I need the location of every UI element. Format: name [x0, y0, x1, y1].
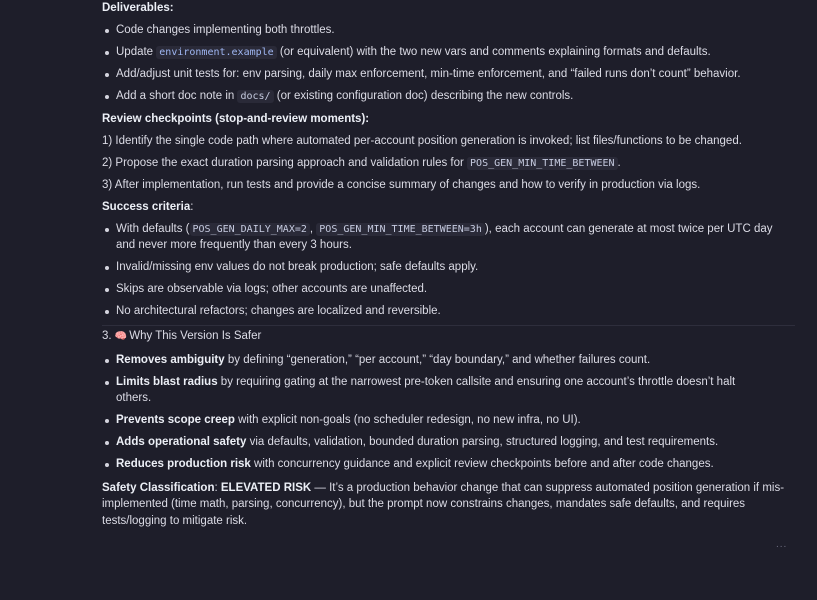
bullet [105, 51, 109, 55]
list-item: Skips are observable via logs; other accounts are unaffected. [116, 283, 428, 295]
list-item-text: Update [116, 46, 157, 58]
inline-code: docs/ [237, 90, 273, 103]
list-item-text: with explicit non-goals (no scheduler redesign, no new infra, no UI). [234, 414, 581, 426]
safety-text: — It’s a production behavior change that can suppress automated position generation if mis- [311, 482, 785, 494]
list-item-text: With defaults ( [116, 223, 190, 235]
success-heading [102, 200, 193, 215]
inline-code: POS_GEN_MIN_TIME_BETWEEN [467, 157, 618, 170]
divider [102, 325, 795, 326]
bullet [105, 381, 109, 385]
safety-text-line: implemented (time math, parsing, concurrency), but the prompt now constrains changes, mandates safe defaults, and requires [102, 498, 746, 510]
list-item-text: with concurrency guidance and explicit review checkpoints before and after code changes. [250, 458, 714, 470]
list-item [116, 222, 772, 237]
safety-level: ELEVATED RISK [220, 482, 312, 494]
list-item: Invalid/missing env values do not break production; safe defaults apply. [116, 261, 479, 273]
list-item [116, 457, 714, 472]
list-item-bold: Prevents scope creep [116, 414, 235, 426]
more-options-icon[interactable]: ... [776, 539, 788, 550]
list-item [116, 375, 735, 390]
section-number: 3. [102, 330, 112, 342]
bullet [105, 95, 109, 99]
list-item: Code changes implementing both throttles. [116, 24, 335, 36]
list-item-text: by requiring gating at the narrowest pre-token callsite and ensuring one account’s throttle doesn’t halt [217, 376, 736, 388]
list-item-continuation: others. [116, 392, 152, 404]
review-heading: Review checkpoints (stop-and-review moments): [102, 113, 370, 125]
bullet [105, 463, 109, 467]
bullet [105, 441, 109, 445]
inline-code: POS_GEN_DAILY_MAX=2 [190, 223, 310, 236]
brain-icon: 🧠 [114, 331, 128, 342]
list-item [116, 89, 573, 104]
list-item [116, 45, 711, 60]
list-item-text: Add a short doc note in [116, 90, 238, 102]
safety-text-line: tests/logging to mitigate risk. [102, 515, 248, 527]
list-item: No architectural refactors; changes are localized and reversible. [116, 305, 441, 317]
inline-code: environment.example [156, 46, 276, 59]
bullet [105, 359, 109, 363]
review-item-text: . [617, 157, 621, 169]
list-item: Add/adjust unit tests for: env parsing, daily max enforcement, min-time enforcement, and “failed runs don’t count” behavior. [116, 68, 741, 80]
list-item-bold: Reduces production risk [116, 458, 251, 470]
inline-code: POS_GEN_MIN_TIME_BETWEEN=3h [316, 223, 485, 236]
bullet [105, 73, 109, 77]
review-item-text: 2) Propose the exact duration parsing approach and validation rules for [102, 157, 468, 169]
review-item: 3) After implementation, run tests and provide a concise summary of changes and how to verify in production via logs. [102, 179, 701, 191]
safety-label: Safety Classification [102, 482, 215, 494]
list-item [116, 435, 718, 450]
review-item [102, 156, 621, 171]
success-heading-suffix: : [190, 201, 194, 213]
list-item-text: (or existing configuration doc) describing the new controls. [273, 90, 574, 102]
list-item-text: (or equivalent) with the two new vars and comments explaining formats and defaults. [276, 46, 711, 58]
bullet [105, 228, 109, 232]
list-item-bold: Removes ambiguity [116, 354, 225, 366]
safety-classification [102, 481, 784, 496]
safety-label-sep: : [214, 482, 221, 494]
list-item-bold: Adds operational safety [116, 436, 247, 448]
list-item-continuation: and never more frequently than every 3 hours. [116, 239, 352, 251]
list-item-text: ), each account can generate at most twice per UTC day [484, 223, 773, 235]
review-item: 1) Identify the single code path where automated per-account position generation is invoked; list files/functions to be changed. [102, 135, 742, 147]
bullet [105, 310, 109, 314]
deliverables-heading: Deliverables: [102, 2, 174, 14]
bullet [105, 419, 109, 423]
bullet [105, 266, 109, 270]
list-item-text: by defining “generation,” “per account,” “day boundary,” and whether failures count. [224, 354, 651, 366]
success-heading-text: Success criteria [102, 201, 191, 213]
list-item-text: via defaults, validation, bounded duration parsing, structured logging, and test requirements. [246, 436, 719, 448]
list-item-text: , [309, 223, 317, 235]
section-3-heading [102, 329, 261, 344]
list-item-bold: Limits blast radius [116, 376, 218, 388]
list-item [116, 413, 581, 428]
bullet [105, 29, 109, 33]
section-title: Why This Version Is Safer [129, 330, 262, 342]
list-item [116, 353, 650, 368]
bullet [105, 288, 109, 292]
